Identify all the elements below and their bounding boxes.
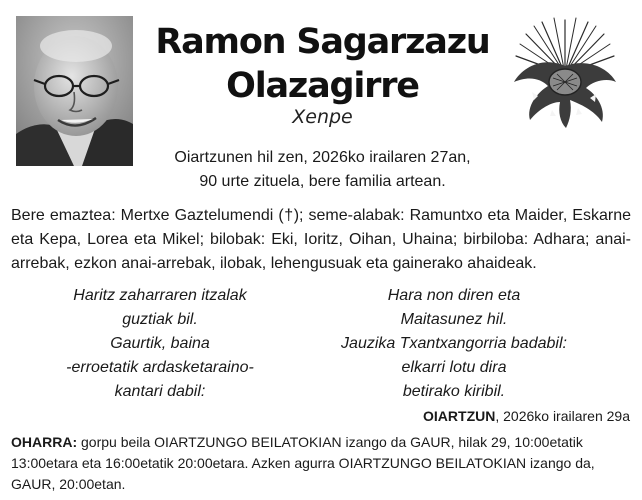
poem-right-stanza xyxy=(314,284,594,404)
poem-left-stanza xyxy=(20,284,300,404)
date-text: , 2026ko irailaren 29a xyxy=(495,408,630,424)
poem-line: kantari dabil: xyxy=(114,383,206,400)
note-text: gorpu beila OIARTZUNGO BEILATOKIAN izango da GAUR, hilak 29, 10:00etatik 13:00etara eta 16:00etatik 20:00etara. Azken agurra OIARTZUNGO BEILATOKIAN izango da, GAUR, 20:00etan. xyxy=(11,434,595,492)
poem-line: betirako kiribil. xyxy=(402,383,506,400)
death-notice xyxy=(145,146,500,194)
poem-line: Maitasunez hil. xyxy=(400,311,508,328)
portrait-photo xyxy=(16,16,133,166)
name-line-1: Ramon Sagarzazu xyxy=(155,22,490,62)
deceased-name xyxy=(145,20,500,108)
nickname: Xenpe xyxy=(292,106,353,128)
place-name: OIARTZUN xyxy=(423,408,496,424)
poem-line: Gaurtik, baina xyxy=(110,335,210,352)
thistle-icon xyxy=(512,16,618,128)
poem-line: guztiak bil. xyxy=(122,311,198,328)
poem-line: Hara non diren eta xyxy=(387,287,521,304)
poem-line: -erroetatik ardasketaraino- xyxy=(66,359,254,376)
death-line-1: Oiartzunen hil zen, 2026ko irailaren 27an, xyxy=(174,149,471,166)
poem-line: Haritz zaharraren itzalak xyxy=(73,287,247,304)
wake-note xyxy=(11,432,633,495)
family-list: Bere emaztea: Mertxe Gaztelumendi (†); seme-alabak: Ramuntxo eta Maider, Eskarne eta Kepa, Lorea eta Mikel; bilobak: Eki, Ioritz, Oihan, Uhaina; birbiloba: Adhara; anai-arrebak, ezkon anai-arrebak, ilobak, lehengusuak eta gainerako ahaideak. xyxy=(11,207,631,272)
death-line-2: 90 urte zituela, bere familia artean. xyxy=(199,173,446,190)
poem-line: Jauzika Txantxangorria badabil: xyxy=(341,335,567,352)
note-label: OHARRA: xyxy=(11,434,78,450)
place-date xyxy=(423,408,630,424)
name-line-2: Olazagirre xyxy=(226,66,419,106)
poem-line: elkarri lotu dira xyxy=(401,359,507,376)
